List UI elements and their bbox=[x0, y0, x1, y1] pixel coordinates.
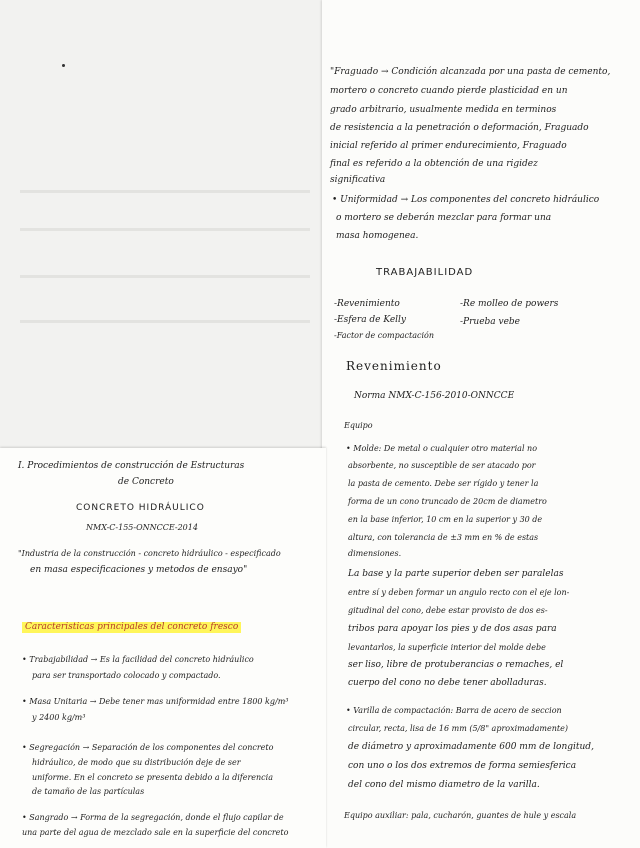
definition-line: "Industria de la construcción - concreto hidráulico - especificado bbox=[18, 549, 281, 558]
ink-dot bbox=[62, 64, 65, 67]
base-line: tribos para apoyar los pies y de dos asas para bbox=[348, 624, 557, 634]
definition-line: en masa especificaciones y metodos de ensayo" bbox=[30, 565, 248, 575]
fraguado-line: "Fraguado → Condición alcanzada por una pasta de cemento, bbox=[330, 67, 611, 77]
trabajabilidad-line: • Trabajabilidad → Es la facilidad del concreto hidráulico bbox=[22, 655, 254, 664]
masa-unitaria-line: • Masa Unitaria → Debe tener mas uniformidad entre 1800 kg/m³ bbox=[22, 697, 289, 706]
trabajabilidad-line: para ser transportado colocado y compactado. bbox=[32, 671, 221, 680]
masa-unitaria-line: y 2400 kg/m³ bbox=[32, 713, 86, 722]
base-line: levantarlos, la superficie interior del molde debe bbox=[348, 643, 546, 652]
ghost-line bbox=[20, 228, 310, 231]
molde-line: dimensiones. bbox=[348, 549, 402, 558]
trabajabilidad-item: -Esfera de Kelly bbox=[334, 315, 407, 325]
segregacion-line: uniforme. En el concreto se presenta debido a la diferencia bbox=[32, 773, 273, 782]
molde-line: altura, con tolerancia de ±3 mm en % de estas bbox=[348, 533, 539, 542]
molde-line: en la base inferior, 10 cm en la superior y 30 de bbox=[348, 515, 543, 524]
varilla-line: circular, recta, lisa de 16 mm (5/8" aproximadamente) bbox=[348, 724, 568, 733]
uniformidad-line: • Uniformidad → Los componentes del concreto hidráulico bbox=[332, 195, 600, 205]
notebook-page-front bbox=[0, 448, 326, 848]
uniformidad-line: o mortero se deberán mezclar para formar una bbox=[336, 213, 552, 223]
fraguado-line: grado arbitrario, usualmente medida en terminos bbox=[330, 105, 557, 115]
molde-line: absorbente, no susceptible de ser atacado por bbox=[348, 461, 536, 470]
base-line: La base y la parte superior deben ser paralelas bbox=[348, 569, 564, 579]
norma-concreto: NMX-C-155-ONNCCE-2014 bbox=[86, 523, 198, 532]
ghost-line bbox=[20, 320, 310, 323]
varilla-line: • Varilla de compactación: Barra de acero de seccion bbox=[346, 706, 562, 715]
revenimiento-heading: Revenimiento bbox=[346, 359, 442, 373]
molde-line: • Molde: De metal o cualquier otro material no bbox=[346, 444, 538, 453]
sangrado-line: una parte del agua de mezclado sale en la superficie del concreto bbox=[22, 828, 289, 837]
fraguado-line: significativa bbox=[330, 175, 386, 185]
equipo-label: Equipo bbox=[344, 421, 373, 430]
trabajabilidad-heading: TRABAJABILIDAD bbox=[376, 267, 474, 278]
segregacion-line: hidráulico, de modo que su distribución deje de ser bbox=[32, 758, 241, 767]
varilla-line: con uno o los dos extremos de forma semiesferica bbox=[348, 761, 577, 771]
base-line: ser liso, libre de protuberancias o remaches, el bbox=[348, 660, 564, 670]
highlighted-title: Caracteristicas principales del concreto fresco bbox=[22, 622, 241, 633]
sangrado-line: • Sangrado → Forma de la segregación, donde el flujo capilar de bbox=[22, 813, 284, 822]
norma-revenimiento: Norma NMX-C-156-2010-ONNCCE bbox=[354, 391, 515, 401]
molde-line: forma de un cono truncado de 20cm de diametro bbox=[348, 497, 547, 506]
fraguado-line: final es referido a la obtención de una rigidez bbox=[330, 159, 538, 169]
ghost-line bbox=[20, 275, 310, 278]
base-line: gitudinal del cono, debe estar provisto de dos es- bbox=[348, 606, 548, 615]
trabajabilidad-item: -Re molleo de powers bbox=[460, 299, 559, 309]
section-title: de Concreto bbox=[118, 477, 174, 487]
segregacion-line: de tamaño de las partículas bbox=[32, 787, 145, 796]
section-title: I. Procedimientos de construcción de Estructuras bbox=[18, 461, 245, 471]
ghost-line bbox=[20, 190, 310, 193]
varilla-line: del cono del mismo diametro de la varilla. bbox=[348, 780, 540, 790]
equipo-auxiliar: Equipo auxiliar: pala, cucharón, guantes de hule y escala bbox=[344, 811, 577, 820]
molde-line: la pasta de cemento. Debe ser rígido y tener la bbox=[348, 479, 539, 488]
fraguado-line: mortero o concreto cuando pierde plasticidad en un bbox=[330, 86, 568, 96]
uniformidad-line: masa homogenea. bbox=[336, 231, 419, 241]
varilla-line: de diámetro y aproximadamente 600 mm de longitud, bbox=[348, 742, 594, 752]
fraguado-line: inicial referido al primer endurecimiento, Fraguado bbox=[330, 141, 567, 151]
segregacion-line: • Segregación → Separación de los componentes del concreto bbox=[22, 743, 274, 752]
base-line: cuerpo del cono no debe tener abolladuras. bbox=[348, 678, 547, 688]
concreto-heading: CONCRETO HIDRÁULICO bbox=[76, 503, 205, 513]
base-line: entre sí y deben formar un angulo recto con el eje lon- bbox=[348, 588, 570, 597]
notebook-page-right bbox=[322, 0, 640, 848]
trabajabilidad-item: -Prueba vebe bbox=[460, 317, 521, 327]
fraguado-line: de resistencia a la penetración o deformación, Fraguado bbox=[330, 123, 589, 133]
trabajabilidad-item: -Revenimiento bbox=[334, 299, 400, 309]
trabajabilidad-item: -Factor de compactación bbox=[334, 331, 435, 340]
